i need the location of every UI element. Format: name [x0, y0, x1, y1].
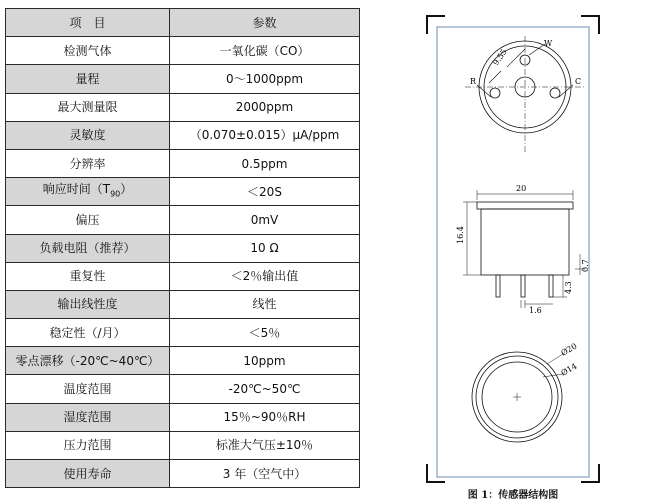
row-value-cell: 10ppm: [170, 347, 360, 375]
pin-c-label: C: [575, 77, 582, 86]
table-row: [6, 93, 360, 121]
table-row: [6, 206, 360, 234]
table-row: [6, 234, 360, 262]
table-row: [6, 262, 360, 290]
spec-table: [5, 8, 360, 488]
row-value-cell: 一氧化碳（CO）: [170, 37, 360, 65]
table-row: [6, 460, 360, 488]
row-value-cell: ＜20S: [170, 178, 360, 206]
row-item-cell: [6, 178, 170, 206]
row-value-cell: 线性: [170, 290, 360, 318]
row-value-cell: 2000ppm: [170, 93, 360, 121]
header-value-cell: 参数: [170, 9, 360, 37]
header-item-cell: 项 目: [6, 9, 170, 37]
row-item-cell: 压力范围: [6, 431, 170, 459]
side-pin-offset-label: 0.7: [581, 259, 590, 272]
side-width-label: 20: [516, 184, 527, 193]
row-value-cell: 0～1000ppm: [170, 65, 360, 93]
row-value-cell: 10 Ω: [170, 234, 360, 262]
row-item-cell: 分辨率: [6, 149, 170, 177]
row-item-text: 响应时间（T: [42, 182, 111, 197]
row-item-cell: 零点漂移（-20℃~40℃）: [6, 347, 170, 375]
row-value-cell: （0.070±0.015）μA/ppm: [170, 121, 360, 149]
table-row: [6, 347, 360, 375]
table-row: [6, 121, 360, 149]
row-item-cell: 输出线性度: [6, 290, 170, 318]
row-item-cell: 重复性: [6, 262, 170, 290]
table-row: [6, 37, 360, 65]
side-pin-length-label: 4.3: [564, 281, 573, 294]
table-row: [6, 290, 360, 318]
row-item-cell: 偏压: [6, 206, 170, 234]
row-value-cell: 0.5ppm: [170, 149, 360, 177]
table-row: [6, 149, 360, 177]
table-row: [6, 178, 360, 206]
figure-frame: [437, 27, 589, 477]
row-item-tail: ）: [120, 182, 133, 197]
top-view-dim-label: 9.55: [491, 47, 509, 68]
row-item-cell: 稳定性（/月）: [6, 319, 170, 347]
row-item-cell: 最大测量限: [6, 93, 170, 121]
row-value-cell: 标准大气压±10％: [170, 431, 360, 459]
row-value-cell: -20℃~50℃: [170, 375, 360, 403]
row-value-cell: 3 年（空气中）: [170, 460, 360, 488]
table-header-row: [6, 9, 360, 37]
table-row: [6, 431, 360, 459]
table-row: [6, 375, 360, 403]
row-value-cell: ＜5％: [170, 319, 360, 347]
table-row: [6, 65, 360, 93]
row-item-cell: 检测气体: [6, 37, 170, 65]
table-row: [6, 403, 360, 431]
row-value-cell: 0mV: [170, 206, 360, 234]
figure-caption: 图 1：传感器结构图: [467, 490, 559, 501]
pin-r-label: R: [470, 77, 477, 86]
inner-diameter-label: Ø14: [559, 361, 579, 378]
sensor-structure-figure: [425, 14, 601, 484]
row-item-cell: 湿度范围: [6, 403, 170, 431]
pin-w-label: W: [544, 39, 553, 48]
row-item-cell: 温度范围: [6, 375, 170, 403]
row-item-cell: 灵敏度: [6, 121, 170, 149]
outer-diameter-label: Ø20: [559, 341, 579, 358]
side-height-label: 16.4: [456, 226, 465, 244]
row-value-cell: ＜2％输出值: [170, 262, 360, 290]
row-item-subscript: 90: [110, 189, 121, 199]
row-item-cell: 使用寿命: [6, 460, 170, 488]
row-item-cell: 负载电阻（推荐）: [6, 234, 170, 262]
row-value-cell: 15％~90％RH: [170, 403, 360, 431]
side-pitch-label: 1.6: [529, 306, 542, 315]
table-row: [6, 319, 360, 347]
row-item-cell: 量程: [6, 65, 170, 93]
